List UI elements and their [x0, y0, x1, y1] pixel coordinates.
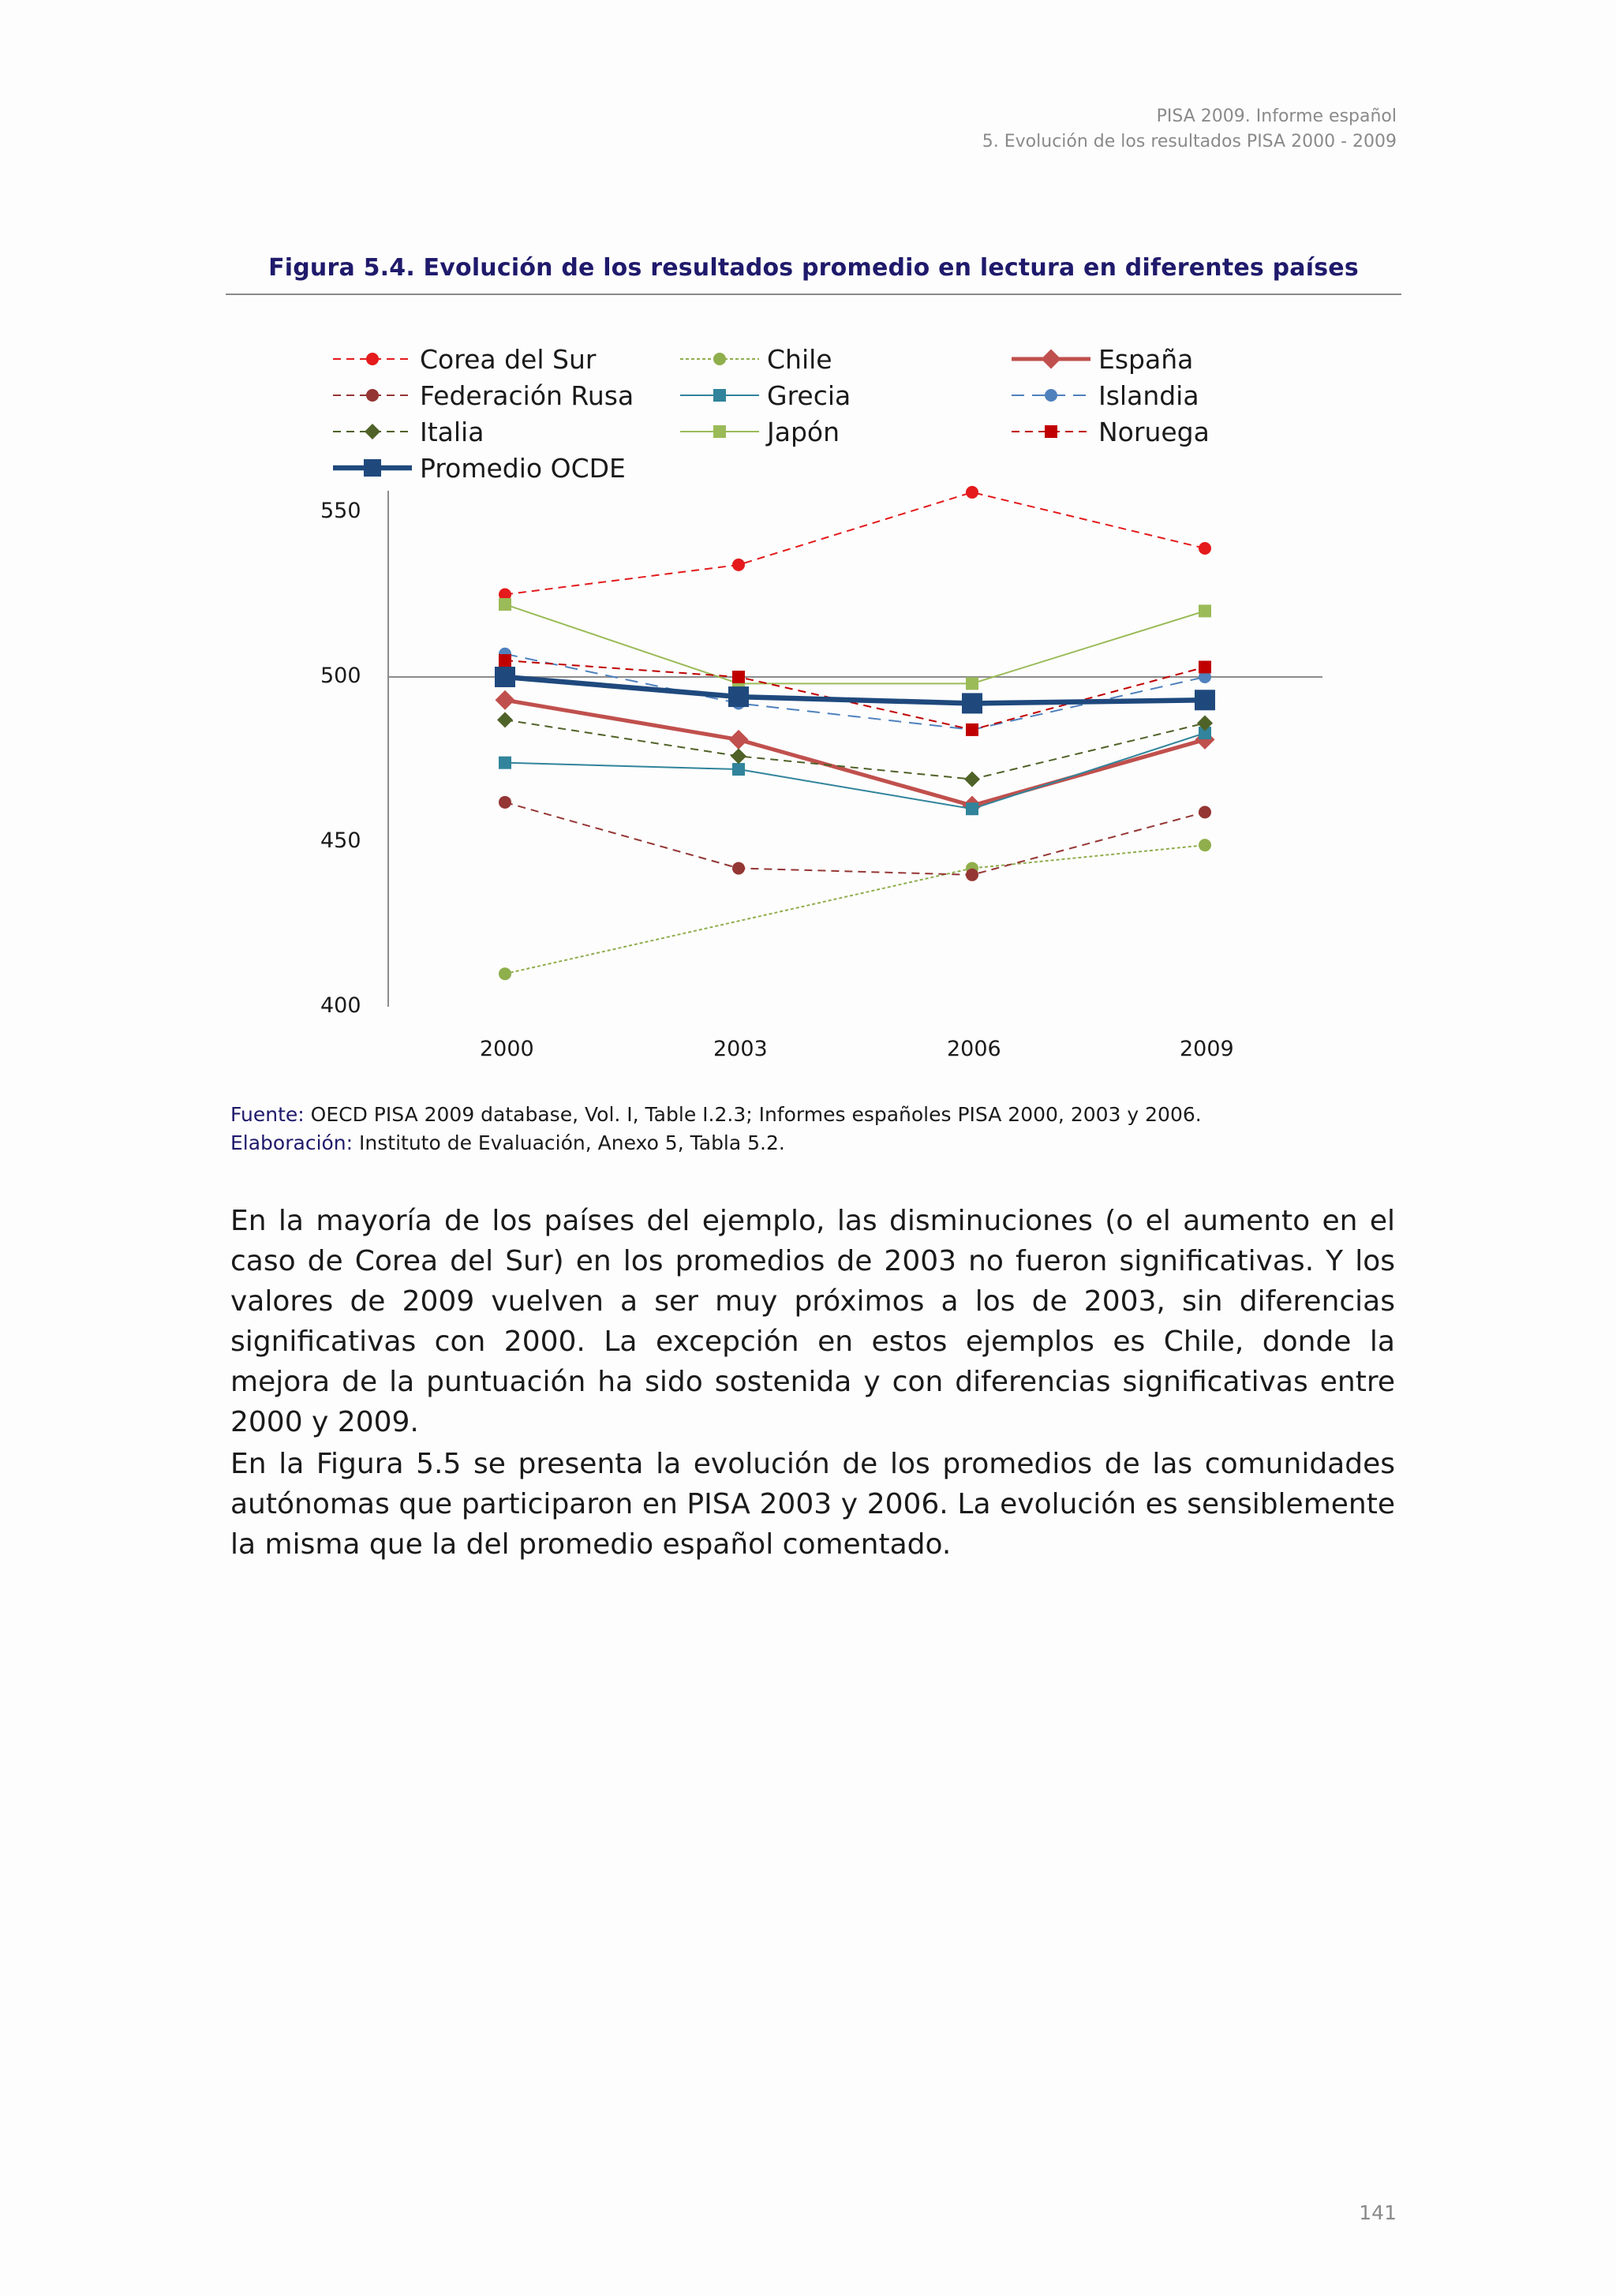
series-chile	[499, 839, 1211, 980]
legend-swatch	[331, 347, 413, 371]
legend-label: Promedio OCDE	[420, 452, 626, 484]
legend-label: Islandia	[1098, 380, 1199, 411]
legend-item-noruega	[1010, 413, 1210, 450]
source-text: OECD PISA 2009 database, Vol. I, Table I.2.3; Informes españoles PISA 2000, 2003 y 2006.	[310, 1103, 1202, 1126]
data-point-corea-del-sur-2009	[1199, 542, 1211, 555]
x-tick-label: 2000	[480, 1037, 534, 1061]
data-point-espana-2000	[496, 690, 515, 710]
data-point-italia-2000	[497, 712, 513, 727]
data-point-grecia-2000	[499, 757, 511, 769]
legend-swatch-marker	[1045, 425, 1057, 438]
data-point-federacion-rusa-2006	[966, 869, 978, 881]
legend-swatch-marker	[1042, 350, 1061, 369]
series-federacion-rusa	[499, 796, 1211, 881]
legend-label: España	[1098, 343, 1194, 375]
legend-swatch	[331, 420, 413, 443]
data-point-grecia-2003	[732, 763, 745, 776]
legend-item-islandia	[1010, 377, 1199, 413]
legend-swatch	[679, 383, 761, 407]
legend-swatch-marker	[713, 425, 726, 438]
data-point-promedio-ocde-2000	[495, 667, 515, 687]
legend-item-promedio-ocde	[331, 450, 626, 486]
data-point-noruega-2006	[966, 724, 978, 736]
y-tick-label: 500	[320, 664, 361, 688]
data-point-grecia-2006	[966, 802, 978, 815]
data-point-promedio-ocde-2003	[728, 686, 749, 707]
data-point-chile-2009	[1199, 839, 1211, 851]
elaboration-note	[230, 1131, 785, 1154]
legend-label: Federación Rusa	[420, 380, 634, 411]
series-line-chile	[505, 845, 1205, 974]
x-tick-label: 2003	[713, 1037, 768, 1061]
x-tick-label: 2006	[947, 1037, 1001, 1061]
series-italia	[497, 712, 1213, 787]
series-japon	[499, 598, 1211, 690]
legend-swatch-marker	[713, 389, 726, 402]
series-line-corea-del-sur	[505, 492, 1205, 595]
legend-swatch	[1010, 420, 1092, 443]
legend-item-corea-del-sur	[331, 341, 596, 377]
legend-swatch-marker	[713, 353, 726, 365]
legend-label: Grecia	[767, 380, 851, 411]
legend-swatch-marker	[365, 424, 380, 439]
legend-swatch	[331, 456, 413, 480]
legend-item-japon	[679, 413, 840, 450]
legend-label: Noruega	[1098, 416, 1210, 447]
x-tick-label: 2009	[1180, 1037, 1234, 1061]
legend-label: Japón	[767, 416, 840, 447]
legend-swatch	[1010, 383, 1092, 407]
series-noruega	[499, 654, 1211, 736]
source-note	[230, 1103, 1202, 1126]
y-tick-label: 450	[320, 828, 361, 853]
legend-label: Italia	[420, 416, 484, 447]
series-line-federacion-rusa	[505, 802, 1205, 875]
elaboration-text: Instituto de Evaluación, Anexo 5, Tabla 5.2.	[359, 1131, 785, 1154]
series-corea-del-sur	[499, 486, 1211, 601]
legend-item-chile	[679, 341, 832, 377]
data-point-promedio-ocde-2006	[962, 693, 982, 713]
legend-item-federacion-rusa	[331, 377, 634, 413]
legend-label: Corea del Sur	[420, 343, 597, 375]
legend-item-italia	[331, 413, 484, 450]
data-point-japon-2000	[499, 598, 511, 611]
body-paragraph-1: En la mayoría de los países del ejemplo, las disminuciones (o el aumento en el caso de Corea del Sur) en los promedios de 2003 no fueron significativas. Y los valores de 2009 vuelven a ser muy próximos a los de 2003, sin diferencias significativas con 2000. La excepción en estos ejemplos es Chile, donde la mejora de la puntuación ha sido sostenida y con diferencias significativas entre 2000 y 2009.	[230, 1205, 1395, 1438]
series-promedio-ocde	[495, 667, 1215, 713]
data-point-federacion-rusa-2009	[1199, 806, 1211, 818]
data-point-japon-2006	[966, 677, 978, 690]
data-point-noruega-2000	[499, 654, 511, 667]
series-espana	[496, 690, 1215, 816]
data-point-noruega-2009	[1199, 660, 1211, 673]
data-point-italia-2003	[731, 748, 746, 764]
data-point-espana-2003	[729, 730, 749, 750]
body-paragraph-2: En la Figura 5.5 se presenta la evolución de los promedios de las comunidades autónomas que participaron en PISA 2003 y 2006. La evolución es sensiblemente la misma que la del promedio español comentado.	[230, 1448, 1395, 1561]
data-point-italia-2006	[964, 772, 980, 787]
data-point-federacion-rusa-2000	[499, 796, 511, 809]
legend-swatch	[1010, 347, 1092, 371]
running-header-line1: PISA 2009. Informe español	[1156, 107, 1397, 126]
line-chart	[0, 0, 1616, 1089]
elaboration-label: Elaboración:	[230, 1131, 354, 1154]
data-point-promedio-ocde-2009	[1195, 690, 1215, 710]
legend-item-espana	[1010, 341, 1193, 377]
legend-label: Chile	[767, 343, 832, 375]
chart-legend	[331, 341, 1278, 499]
data-point-corea-del-sur-2003	[732, 559, 745, 571]
legend-swatch-marker	[1045, 389, 1057, 402]
y-tick-label: 400	[320, 993, 361, 1018]
legend-swatch	[679, 420, 761, 443]
y-tick-label: 550	[320, 499, 361, 523]
series-line-japon	[505, 604, 1205, 683]
data-point-japon-2009	[1199, 604, 1211, 617]
page-number: 141	[1359, 2201, 1397, 2224]
legend-swatch-marker	[364, 459, 381, 477]
legend-item-grecia	[679, 377, 851, 413]
legend-swatch-marker	[366, 353, 379, 365]
legend-swatch-marker	[366, 389, 379, 402]
legend-swatch	[679, 347, 761, 371]
figure-title: Figura 5.4. Evolución de los resultados promedio en lectura en diferentes países	[268, 254, 1359, 282]
data-point-chile-2000	[499, 967, 511, 980]
data-point-federacion-rusa-2003	[732, 862, 745, 874]
series-line-promedio-ocde	[505, 677, 1205, 703]
source-label: Fuente:	[230, 1103, 305, 1126]
legend-swatch	[331, 383, 413, 407]
data-point-noruega-2003	[732, 671, 745, 683]
running-header-line2: 5. Evolución de los resultados PISA 2000 - 2009	[982, 132, 1397, 151]
series-islandia	[499, 648, 1211, 736]
